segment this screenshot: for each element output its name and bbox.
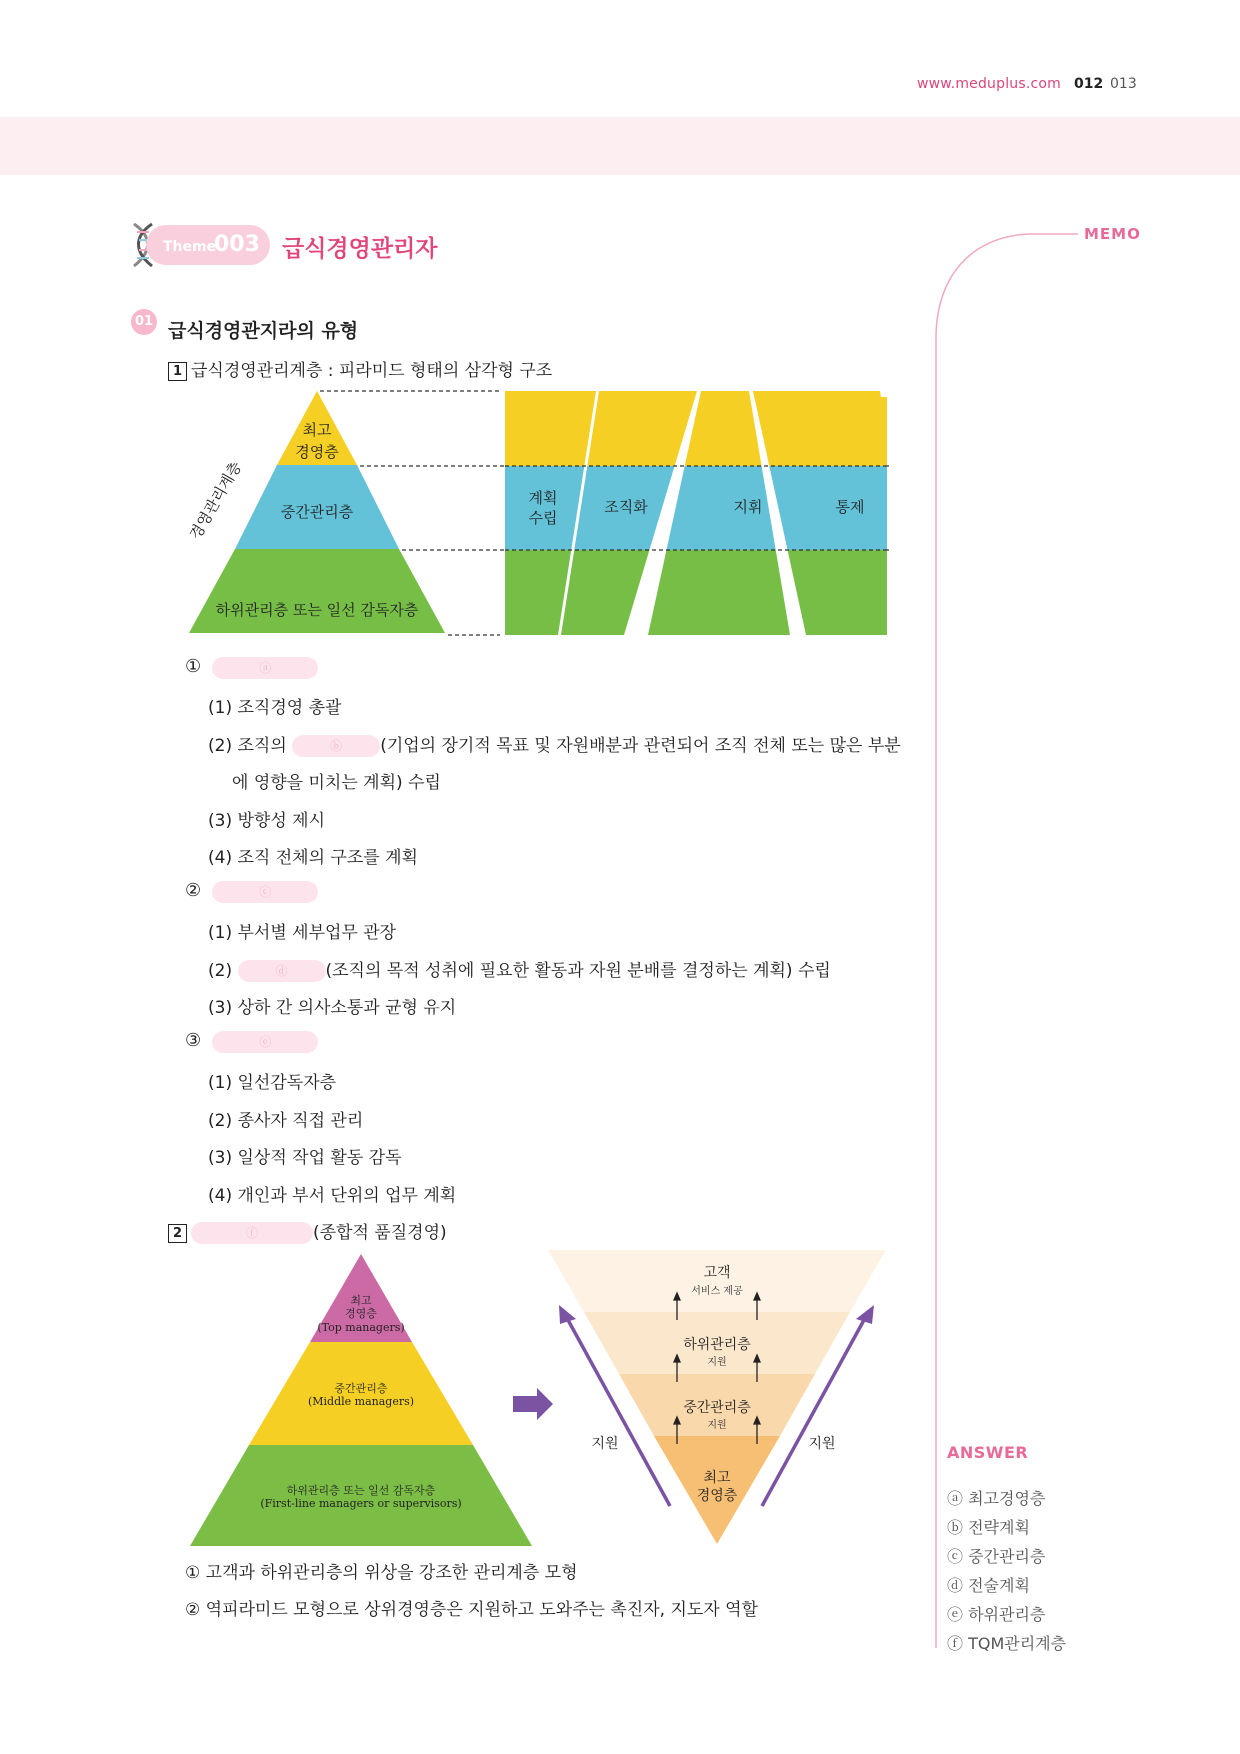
answer-blank-f[interactable]: ⓕ bbox=[191, 1222, 313, 1244]
item-2-line-2 bbox=[208, 956, 831, 982]
line-number: (1) bbox=[208, 698, 233, 718]
function-label-control: 통제 bbox=[835, 498, 865, 516]
memo-label: MEMO bbox=[1084, 225, 1141, 243]
item-1-line-4 bbox=[208, 843, 418, 868]
memo-column-line bbox=[930, 228, 1080, 1648]
line-text: 개인과 부서 단위의 업무 계획 bbox=[237, 1186, 457, 1206]
inv-customer-sub: 서비스 제공 bbox=[691, 1286, 743, 1297]
item-1-line-2-cont: 에 영향을 미치는 계획) 수립 bbox=[232, 773, 441, 793]
line-text: 일상적 작업 활동 감독 bbox=[237, 1148, 402, 1168]
boxed-number: 1 bbox=[168, 362, 187, 381]
line-number: (4) bbox=[208, 1186, 233, 1206]
inv-level-customer bbox=[548, 1250, 886, 1312]
inv-customer-title: 고객 bbox=[703, 1265, 731, 1281]
answer-item-b: ⓑ 전략계획 bbox=[947, 1518, 1030, 1537]
answer-blank-d[interactable]: ⓓ bbox=[238, 960, 326, 982]
line-text: 조직의 bbox=[237, 736, 287, 756]
inv-top-title: 최고 경영층 bbox=[696, 1470, 738, 1504]
line-text: 일선감독자층 bbox=[237, 1073, 337, 1093]
line-text: 조직경영 총괄 bbox=[237, 698, 342, 718]
management-hierarchy-diagram bbox=[180, 385, 890, 640]
answer-item-f: ⓕ TQM관리계층 bbox=[947, 1634, 1067, 1653]
line-text: (기업의 장기적 목표 및 자원배분과 관련되어 조직 전체 또는 많은 부분 bbox=[380, 736, 901, 756]
item-3 bbox=[185, 1030, 318, 1053]
line-number: (4) bbox=[208, 848, 233, 868]
answer-blank-e[interactable]: ⓔ bbox=[212, 1031, 318, 1053]
function-label-direct: 지휘 bbox=[733, 498, 763, 516]
answer-blank-b[interactable]: ⓑ bbox=[292, 735, 380, 757]
site-url[interactable]: www.meduplus.com bbox=[917, 76, 1062, 92]
item-2-line-3 bbox=[208, 993, 456, 1018]
line-number: (2) bbox=[208, 736, 233, 756]
line-number: (1) bbox=[208, 923, 233, 943]
section-number: 01 bbox=[131, 309, 157, 335]
line-text: 종사자 직접 관리 bbox=[237, 1111, 364, 1131]
tqm-left-middle-label: 중간관리층 (Middle managers) bbox=[307, 1382, 415, 1408]
subheading-1 bbox=[168, 356, 552, 381]
line-number: (2) bbox=[208, 1111, 233, 1131]
pyramid-label-bottom: 하위관리층 또는 일선 감독자층 bbox=[215, 601, 419, 619]
page-number-current: 012 bbox=[1074, 76, 1104, 92]
subheading-2 bbox=[168, 1218, 447, 1244]
line-number: (2) bbox=[208, 961, 233, 981]
line-text: 부서별 세부업무 관장 bbox=[237, 923, 397, 943]
support-label-left: 지원 bbox=[591, 1436, 619, 1452]
answer-item-a: ⓐ 최고경영층 bbox=[947, 1489, 1046, 1508]
pyramid-side-label: 경영관리계층 bbox=[186, 458, 246, 543]
support-label-right: 지원 bbox=[808, 1436, 836, 1452]
tqm-hierarchy-diagram bbox=[180, 1248, 890, 1548]
item-3-line-2 bbox=[208, 1106, 363, 1131]
answer-title: ANSWER bbox=[947, 1443, 1029, 1462]
item-1-line-1 bbox=[208, 693, 341, 718]
item-number: ③ bbox=[185, 1030, 202, 1051]
inv-lower-title: 하위관리층 bbox=[683, 1337, 751, 1353]
line-text: 상하 간 의사소통과 균형 유지 bbox=[237, 998, 457, 1018]
note-1: ① 고객과 하위관리층의 위상을 강조한 관리계층 모형 bbox=[185, 1563, 578, 1583]
label-line-1: 최고 bbox=[302, 421, 332, 439]
pyramid-bottom-level bbox=[189, 549, 445, 633]
tqm-left-bottom-label: 하위관리층 또는 일선 감독자층 (First-line managers or supervisors) bbox=[260, 1484, 462, 1510]
answer-item-c: ⓒ 중간관리층 bbox=[947, 1547, 1046, 1566]
item-1 bbox=[185, 656, 318, 679]
section-title: 급식경영관지라의 유형 bbox=[168, 320, 359, 342]
pyramid-label-middle: 중간관리층 bbox=[280, 503, 354, 521]
item-number: ① bbox=[185, 656, 202, 677]
right-arrow-icon bbox=[513, 1388, 553, 1420]
item-1-line-3 bbox=[208, 806, 325, 831]
line-text: 조직 전체의 구조를 계획 bbox=[237, 848, 418, 868]
inv-middle-sub: 지원 bbox=[707, 1420, 727, 1431]
line-number: (3) bbox=[208, 1148, 233, 1168]
theme-number: 003 bbox=[214, 232, 260, 257]
item-3-line-3 bbox=[208, 1143, 402, 1168]
theme-word: Theme bbox=[163, 239, 217, 255]
subheading-2-text: (종합적 품질경영) bbox=[313, 1223, 447, 1243]
line-text: 방향성 제시 bbox=[237, 811, 326, 831]
answer-blank-a[interactable]: ⓐ bbox=[212, 657, 318, 679]
up-left-arrow-icon bbox=[559, 1305, 576, 1324]
answer-blank-c[interactable]: ⓒ bbox=[212, 881, 318, 903]
theme-title: 급식경영관리자 bbox=[282, 236, 438, 262]
line-number: (1) bbox=[208, 1073, 233, 1093]
label-line-2: 경영층 bbox=[295, 443, 339, 461]
inv-middle-title: 중간관리층 bbox=[683, 1400, 751, 1416]
header-band bbox=[0, 117, 1240, 175]
function-label-plan: 계획 수립 bbox=[528, 489, 558, 527]
page-number-next: 013 bbox=[1110, 76, 1137, 92]
item-number: ② bbox=[185, 880, 202, 901]
item-2-line-1 bbox=[208, 918, 396, 943]
line-text: (조직의 목적 성취에 필요한 활동과 자원 분배를 결정하는 계획) 수립 bbox=[325, 961, 831, 981]
boxed-number: 2 bbox=[168, 1224, 187, 1243]
item-2 bbox=[185, 880, 318, 903]
item-3-line-1 bbox=[208, 1068, 336, 1093]
function-label-organize: 조직화 bbox=[604, 498, 648, 516]
line-number: (3) bbox=[208, 998, 233, 1018]
item-1-line-2 bbox=[208, 731, 901, 757]
answer-item-d: ⓓ 전술계획 bbox=[947, 1576, 1030, 1595]
line-number: (3) bbox=[208, 811, 233, 831]
answer-item-e: ⓔ 하위관리층 bbox=[947, 1605, 1046, 1624]
subheading-1-text: 급식경영관리계층 : 피라미드 형태의 삼각형 구조 bbox=[191, 361, 553, 381]
inv-lower-sub: 지원 bbox=[707, 1357, 727, 1368]
note-2: ② 역피라미드 모형으로 상위경영층은 지원하고 도와주는 촉진자, 지도자 역할 bbox=[185, 1600, 758, 1620]
item-3-line-4 bbox=[208, 1181, 456, 1206]
up-right-arrow-icon bbox=[856, 1305, 874, 1324]
tqm-left-top-label: 최고 경영층 (Top managers) bbox=[317, 1294, 405, 1334]
